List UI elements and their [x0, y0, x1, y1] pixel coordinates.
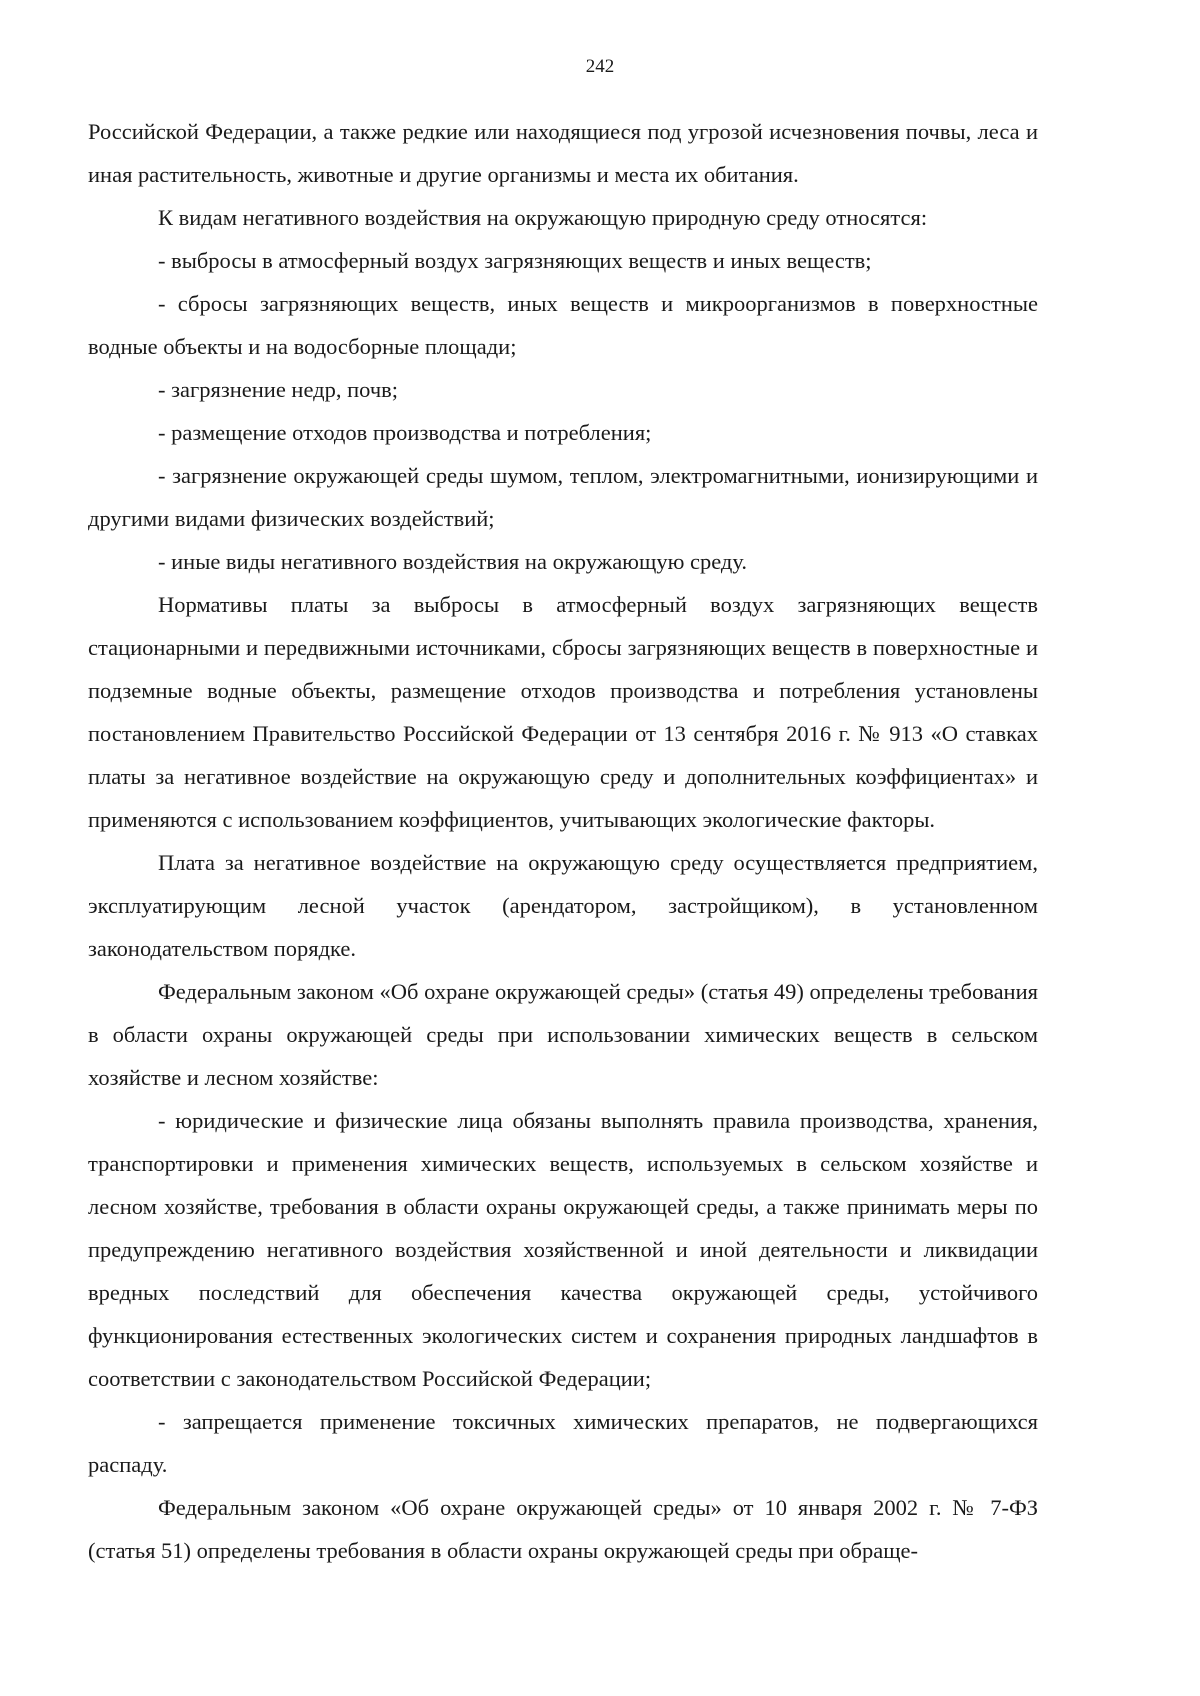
paragraph: Федеральным законом «Об охране окружающей среды» (статья 49) определены требования в области охраны окружающей среды при использовании химических веществ в сельском хозяйстве и лесном хозяйстве: [88, 979, 1038, 1090]
list-item: - загрязнение окружающей среды шумом, теплом, электромагнитными, ионизирующими и другими видами физических воздействий; [88, 463, 1038, 531]
paragraph: Российской Федерации, а также редкие или находящиеся под угрозой исчезновения почвы, леса и иная растительность, животные и другие организмы и места их обитания. [88, 119, 1038, 187]
paragraph: К видам негативного воздействия на окружающую природную среду относятся: [158, 205, 928, 230]
paragraph: Плата за негативное воздействие на окружающую среду осуществляется предприятием, эксплуатирующим лесной участок (арендатором, застройщиком), в установленном законодательством порядке. [88, 850, 1038, 961]
list-item: - загрязнение недр, почв; [158, 377, 399, 402]
list-item: - иные виды негативного воздействия на окружающую среду. [158, 549, 747, 574]
paragraph: Федеральным законом «Об охране окружающей среды» от 10 января 2002 г. № 7-ФЗ (статья 51) определены требования в области охраны окружающей среды при обраще- [88, 1495, 1038, 1563]
list-item: - выбросы в атмосферный воздух загрязняющих веществ и иных веществ; [158, 248, 872, 273]
list-item: - сбросы загрязняющих веществ, иных веществ и микроорганизмов в поверхностные водные объекты и на водосборные площади; [88, 291, 1038, 359]
list-item: - юридические и физические лица обязаны выполнять правила производства, хранения, транспортировки и применения химических веществ, используемых в сельском хозяйстве и лесном хозяйстве, требования в области охраны окружающей среды, а также принимать меры по предупреждению негативного воздействия хозяйственной и иной деятельности и ликвидации вредных последствий для обеспечения качества окружающей среды, устойчивого функционирования естественных экологических систем и сохранения природных ландшафтов в соответствии с законодательством Российской Федерации; [88, 1108, 1038, 1391]
document-body [88, 110, 1038, 1572]
page-number: 242 [585, 56, 615, 77]
paragraph: Нормативы платы за выбросы в атмосферный воздух загрязняющих веществ стационарными и передвижными источниками, сбросы загрязняющих веществ в поверхностные и подземные водные объекты, размещение отходов производства и потребления установлены постановлением Правительство Российской Федерации от 13 сентября 2016 г. № 913 «О ставках платы за негативное воздействие на окружающую среду и дополнительных коэффициентах» и применяются с использованием коэффициентов, учитывающих экологические факторы. [88, 592, 1038, 832]
list-item: - запрещается применение токсичных химических препаратов, не подвергающихся распаду. [88, 1409, 1038, 1477]
list-item: - размещение отходов производства и потребления; [158, 420, 652, 445]
